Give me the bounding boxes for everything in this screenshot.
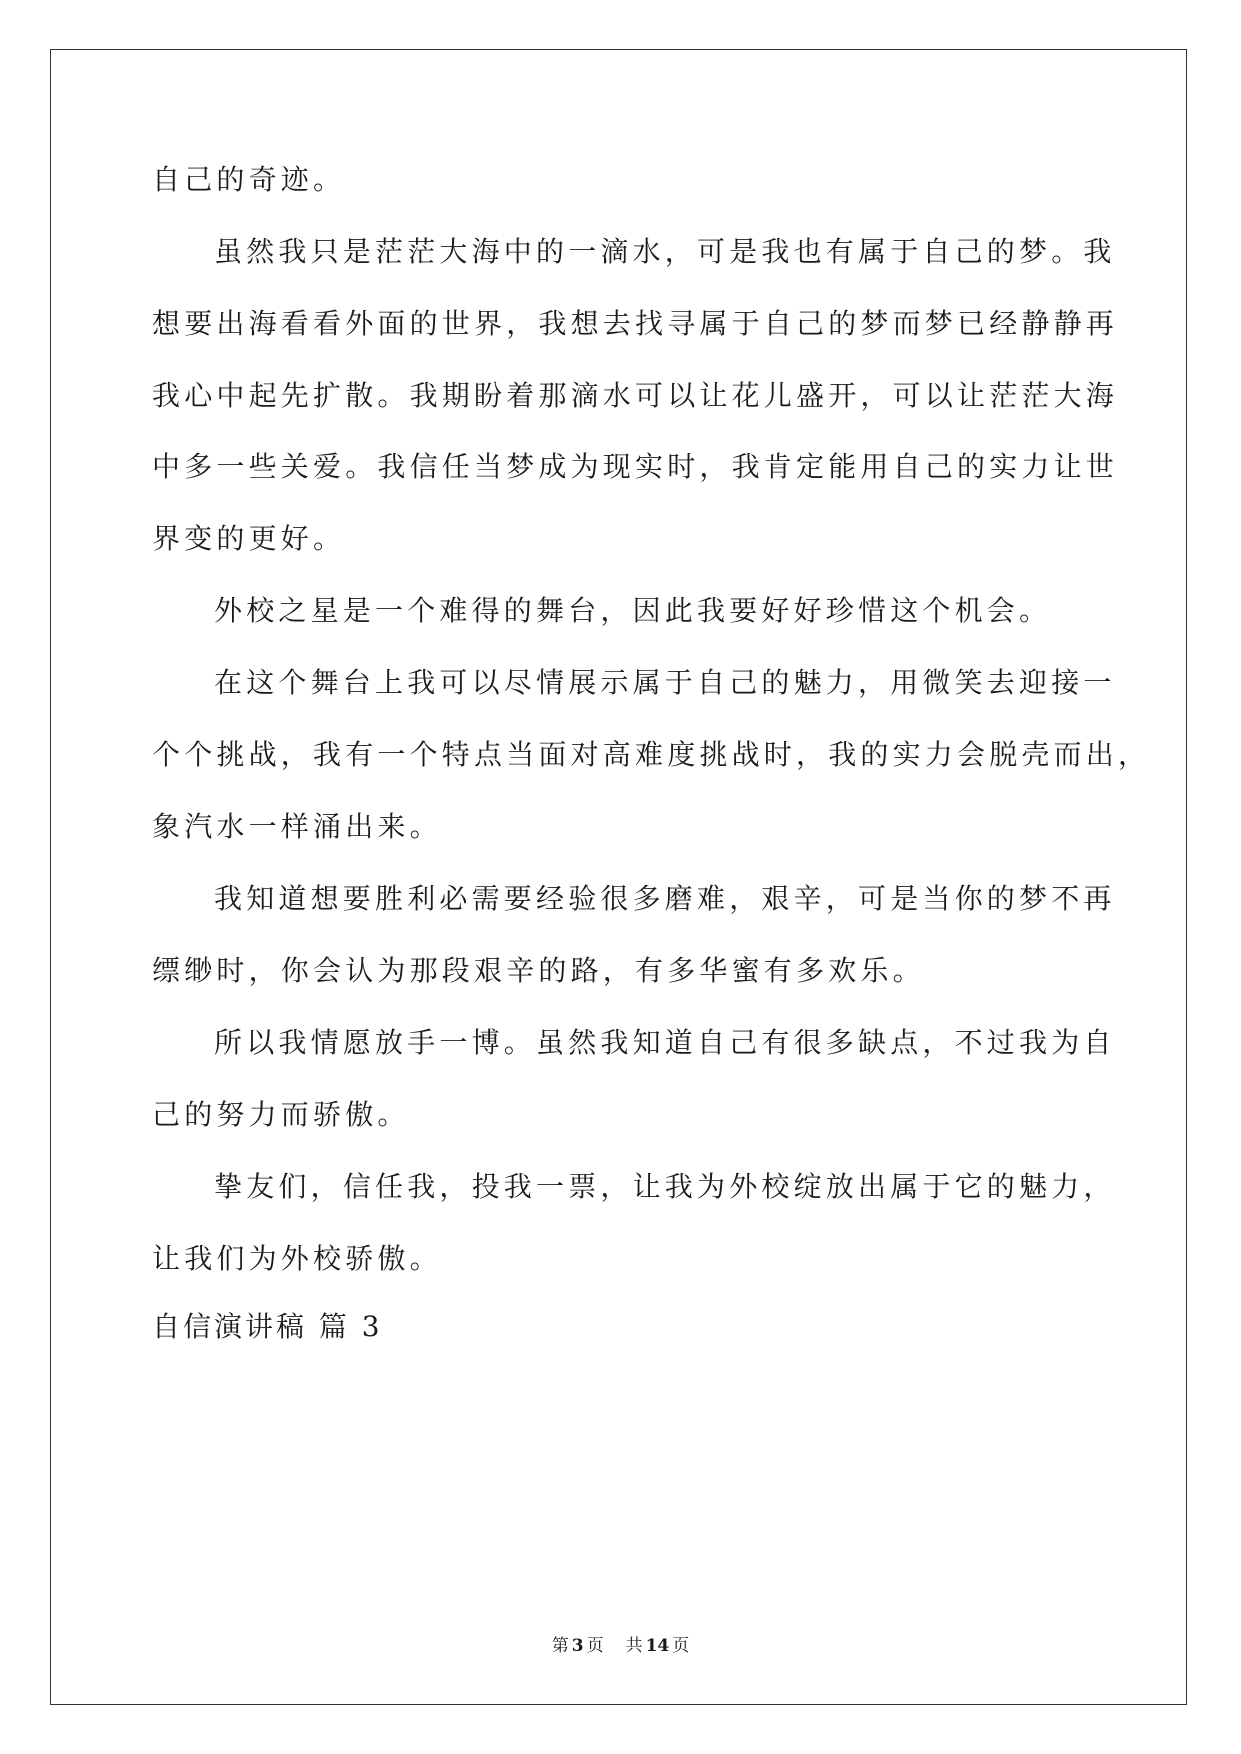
paragraph-line: 我知道想要胜利必需要经验很多磨难，艰辛，可是当你的梦不再: [214, 882, 1116, 915]
paragraph-line: 个个挑战，我有一个特点当面对高难度挑战时，我的实力会脱壳而出，: [152, 738, 1151, 771]
paragraph-line: 让我们为外校骄傲。: [152, 1242, 442, 1275]
page-total: 14: [645, 1636, 670, 1656]
paragraph-line: 挚友们，信任我，投我一票，让我为外校绽放出属于它的魅力，: [214, 1170, 1116, 1203]
paragraph-line: 中多一些关爱。我信任当梦成为现实时，我肯定能用自己的实力让世: [152, 450, 1119, 483]
paragraph-line: 自己的奇迹。: [152, 163, 346, 196]
paragraph-line: 虽然我只是茫茫大海中的一滴水，可是我也有属于自己的梦。我: [214, 235, 1116, 268]
paragraph-line: 我心中起先扩散。我期盼着那滴水可以让花儿盛开，可以让茫茫大海: [152, 379, 1119, 412]
paragraph-line: 己的努力而骄傲。: [152, 1098, 410, 1131]
page-suffix: 页: [586, 1636, 604, 1656]
paragraph-line: 外校之星是一个难得的舞台，因此我要好好珍惜这个机会。: [214, 594, 1052, 627]
paragraph-line: 界变的更好。: [152, 522, 346, 555]
total-suffix: 页: [672, 1636, 690, 1656]
section-heading: 自信演讲稿 篇 3: [152, 1310, 383, 1343]
paragraph-line: 象汽水一样涌出来。: [152, 810, 442, 843]
paragraph-line: 想要出海看看外面的世界，我想去找寻属于自己的梦而梦已经静静再: [152, 307, 1119, 340]
total-prefix: 共: [625, 1636, 643, 1656]
page-border: [50, 49, 1187, 1705]
page-footer: [0, 1634, 1241, 1658]
paragraph-line: 缥缈时，你会认为那段艰辛的路，有多华蜜有多欢乐。: [152, 954, 925, 987]
page-prefix: 第: [551, 1636, 569, 1656]
paragraph-line: 在这个舞台上我可以尽情展示属于自己的魅力，用微笑去迎接一: [214, 666, 1116, 699]
paragraph-line: 所以我情愿放手一博。虽然我知道自己有很多缺点，不过我为自: [214, 1026, 1116, 1059]
page-number: 3: [571, 1636, 584, 1656]
